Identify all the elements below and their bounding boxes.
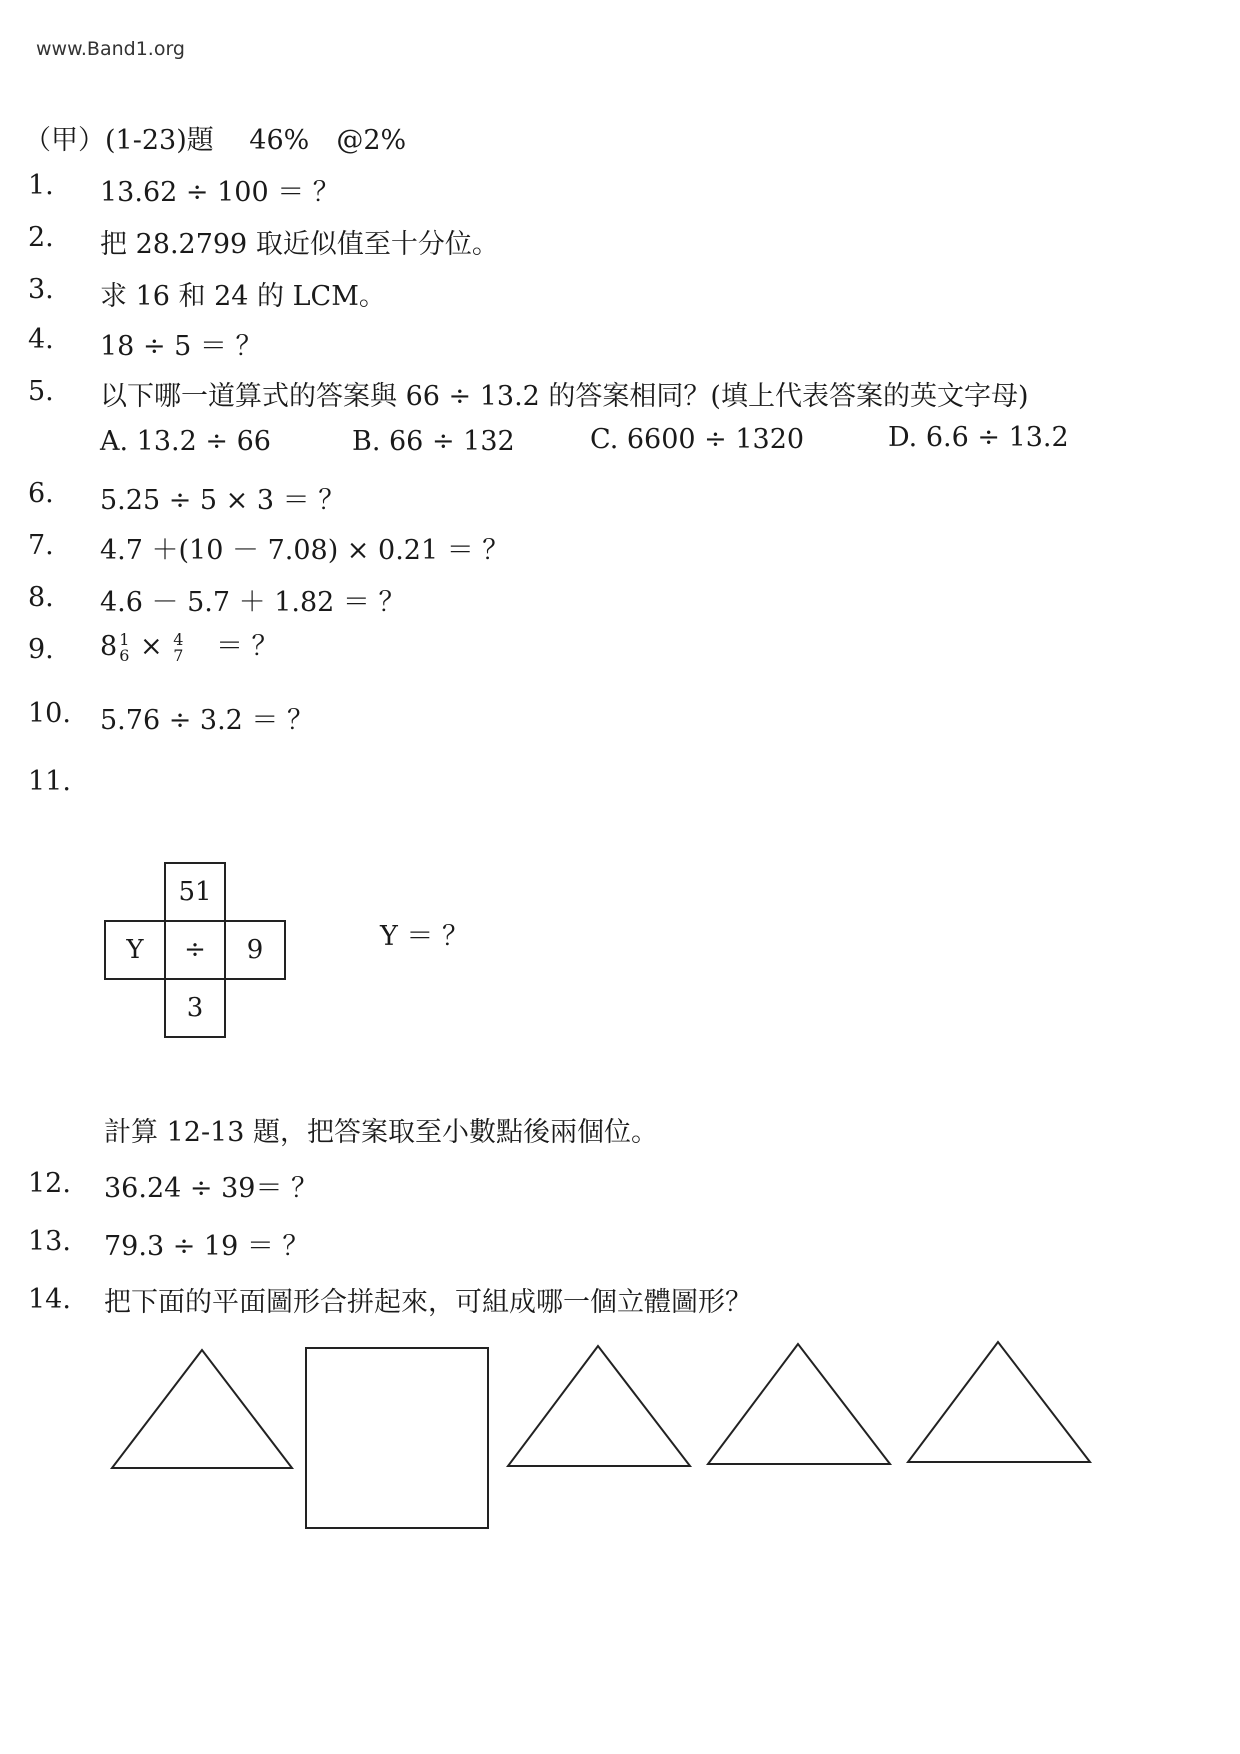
question-text: 79.3 ÷ 19 ＝ ？ bbox=[104, 1231, 310, 1262]
question-number: 9. bbox=[28, 634, 54, 665]
question-number: 5. bbox=[28, 376, 54, 407]
question-text: 5.25 ÷ 5 × 3 ＝ ？ bbox=[100, 485, 346, 516]
option-c: C. 6600 ÷ 1320 bbox=[590, 424, 805, 455]
instruction-12-13: 計算 12-13 題，把答案取至小數點後兩個位。 bbox=[104, 1117, 659, 1148]
section-header: （甲）(1-23)題 46% @2% bbox=[24, 125, 407, 156]
grid-cell-top: 51 bbox=[164, 862, 226, 922]
option-a: A. 13.2 ÷ 66 bbox=[100, 426, 271, 457]
question-text: 13.62 ÷ 100 ＝ ？ bbox=[100, 177, 340, 208]
question-text: 4.6 － 5.7 ＋ 1.82 ＝ ？ bbox=[100, 587, 406, 618]
option-b: B. 66 ÷ 132 bbox=[352, 426, 515, 457]
question-number: 12. bbox=[28, 1168, 71, 1199]
question-number: 1. bbox=[28, 170, 54, 201]
numerator: 4 bbox=[173, 629, 184, 649]
grid-cell-center: ÷ bbox=[164, 920, 226, 980]
question-number: 8. bbox=[28, 582, 54, 613]
numerator: 1 bbox=[119, 629, 130, 649]
question-number: 2. bbox=[28, 222, 54, 253]
question-number: 7. bbox=[28, 530, 54, 561]
question-text: 以下哪一道算式的答案與 66 ÷ 13.2 的答案相同？(填上代表答案的英文字母) bbox=[100, 381, 1029, 412]
square-icon bbox=[306, 1348, 488, 1528]
whole-number: 8 bbox=[100, 631, 118, 662]
denominator: 7 bbox=[173, 645, 184, 665]
question-number: 10. bbox=[28, 698, 71, 729]
question-text: 求 16 和 24 的 LCM。 bbox=[100, 281, 386, 312]
triangle-icon bbox=[708, 1344, 890, 1464]
question-text: 5.76 ÷ 3.2 ＝ ？ bbox=[100, 705, 315, 736]
triangle-icon bbox=[908, 1342, 1090, 1462]
grid-cell-right: 9 bbox=[224, 920, 286, 980]
question-text: 把 28.2799 取近似值至十分位。 bbox=[100, 229, 499, 260]
question-number: 13. bbox=[28, 1226, 71, 1257]
watermark: www.Band1.org bbox=[36, 38, 185, 60]
question-number: 11. bbox=[28, 766, 71, 797]
question-text: 36.24 ÷ 39＝ ？ bbox=[104, 1173, 319, 1204]
question-number: 4. bbox=[28, 324, 54, 355]
question-number: 3. bbox=[28, 274, 54, 305]
grid-cell-bottom: 3 bbox=[164, 978, 226, 1038]
equals-question: ＝ ？ bbox=[215, 631, 279, 662]
triangle-icon bbox=[112, 1350, 292, 1468]
question-number: 6. bbox=[28, 478, 54, 509]
question-text: 把下面的平面圖形合拼起來，可組成哪一個立體圖形？ bbox=[104, 1287, 752, 1318]
denominator: 6 bbox=[119, 645, 130, 665]
question-text: Y ＝ ？ bbox=[380, 921, 469, 952]
grid-cell-left: Y bbox=[104, 920, 166, 980]
triangle-icon bbox=[508, 1346, 690, 1466]
question-number: 14. bbox=[28, 1284, 71, 1315]
times-sign: × bbox=[139, 631, 163, 662]
question-text: 4.7 ＋(10 － 7.08) × 0.21 ＝ ？ bbox=[100, 535, 510, 566]
option-d: D. 6.6 ÷ 13.2 bbox=[888, 422, 1069, 453]
question-text: 18 ÷ 5 ＝ ？ bbox=[100, 331, 263, 362]
